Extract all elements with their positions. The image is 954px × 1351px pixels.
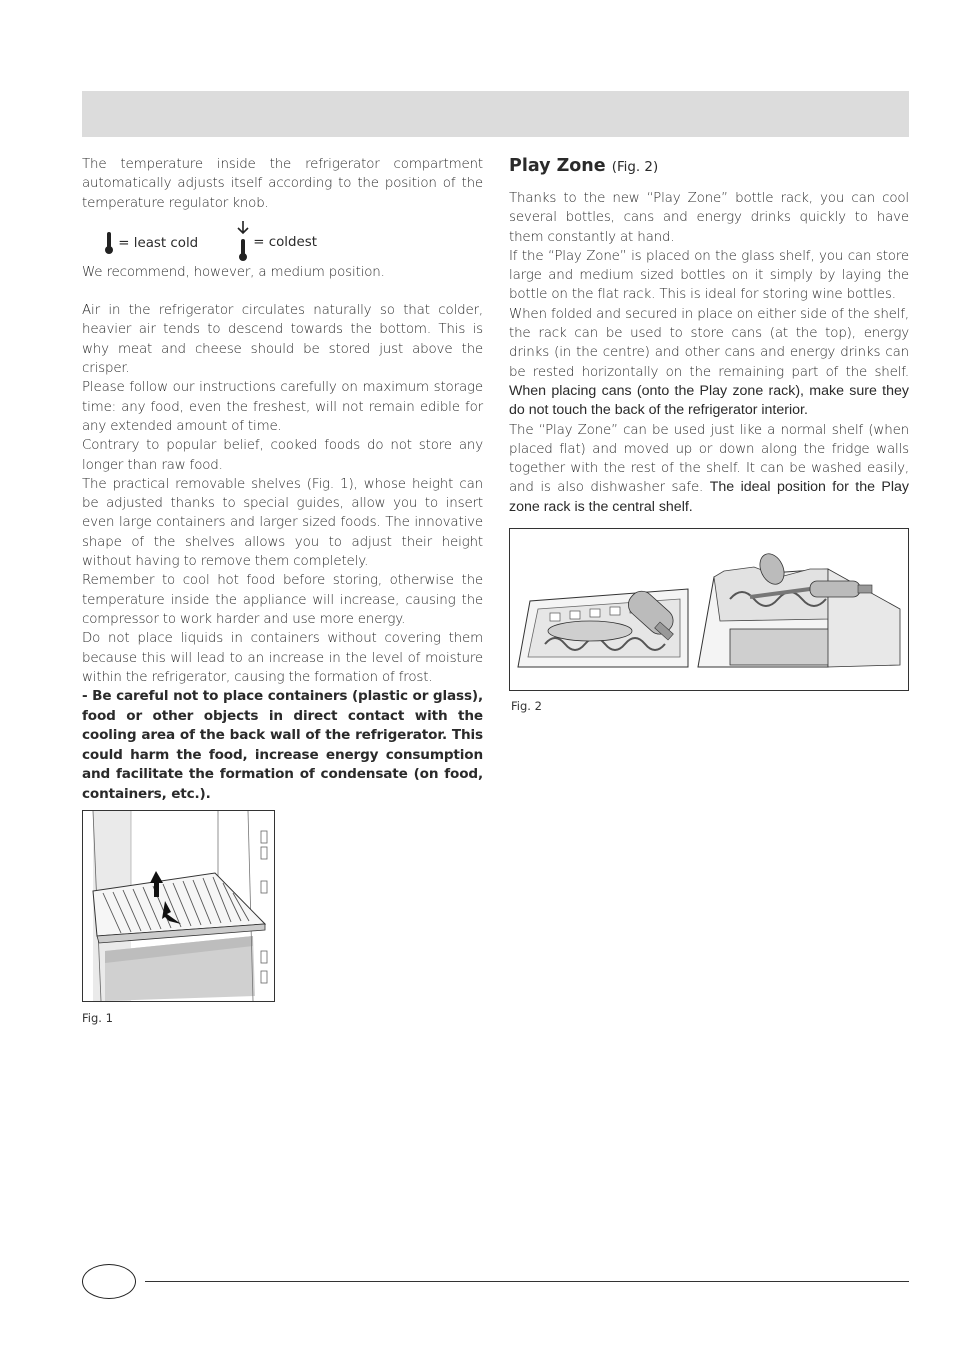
shelf-drawing bbox=[83, 811, 274, 1001]
figure-1-label: Fig. 1 bbox=[82, 1011, 113, 1025]
hot-food-paragraph: Remember to cool hot food before storing, otherwise the temperature inside the appliance will increase, causing the compressor to work harder and use more energy. bbox=[82, 573, 483, 627]
least-cold-item bbox=[104, 231, 198, 255]
play-zone-fig-ref: (Fig. 2) bbox=[611, 160, 659, 175]
footer-rule bbox=[145, 1281, 909, 1282]
header-bar bbox=[82, 91, 909, 137]
play-zone-title-text: Play Zone bbox=[509, 156, 606, 176]
liquids-paragraph: Do not place liquids in containers without covering them because this will lead to an increase in the level of moisture within the refrigerator, causing the formation of frost. bbox=[82, 631, 483, 685]
thermometer-cold-icon bbox=[237, 221, 249, 263]
play-zone-cans-note: When placing cans (onto the Play zone rack), make sure they do not touch the back of the refrigerator interior. bbox=[509, 382, 909, 419]
play-zone-folded-text: When folded and secured in place on either side of the shelf, the rack can be used to store cans (at the top), energy drinks (in the centre) and other cans and energy drinks can be rested horizontally on the remaining part of the shelf. bbox=[509, 306, 909, 380]
intro-paragraph: The temperature inside the refrigerator compartment automatically adjusts itself according to the position of the temperature regulator knob. bbox=[82, 157, 483, 211]
play-zone-title bbox=[509, 155, 909, 179]
play-zone-normal-shelf bbox=[509, 421, 909, 517]
air-paragraph: Air in the refrigerator circulates naturally so that colder, heavier air tends to descend towards the bottom. This is why meat and cheese should be stored just above the crisper. bbox=[82, 303, 483, 377]
recommend-paragraph: We recommend, however, a medium position. bbox=[82, 264, 385, 280]
warning-paragraph: - Be careful not to place containers (plastic or glass), food or other objects in direct contact with the cooling area of the back wall of the refrigerator. This could harm the food, increase energy consumption and facilitate the formation of condensate (on food, containers, etc.). bbox=[82, 688, 483, 802]
play-zone-folded bbox=[509, 305, 909, 421]
figure-1-shelf-illustration bbox=[82, 810, 275, 1002]
page-number-oval bbox=[82, 1264, 136, 1299]
thermometer-low-icon bbox=[104, 231, 114, 255]
figure-2-play-zone-illustration bbox=[509, 528, 909, 691]
coldest-label: = coldest bbox=[253, 234, 317, 250]
figure-2-label: Fig. 2 bbox=[511, 699, 542, 713]
shelves-paragraph: The practical removable shelves (Fig. 1), whose height can be adjusted thanks to special guides, allow you to insert even large containers and larger sized foods. The innovative shape of the shelves allows you to adjust their height without having to remove them completely. bbox=[82, 476, 483, 570]
play-zone-glass-shelf: If the “Play Zone” is placed on the glass shelf, you can store large and medium sized bottles on it simply by laying the bottle on the flat rack. This is ideal for storing wine bottles. bbox=[509, 248, 909, 303]
play-zone-intro: Thanks to the new “Play Zone” bottle rack, you can cool several bottles, cans and energy drinks quickly to have them constantly at hand. bbox=[509, 191, 909, 245]
play-zone-drawing bbox=[510, 529, 908, 690]
cooked-food-paragraph: Contrary to popular belief, cooked foods do not store any longer than raw food. bbox=[82, 438, 483, 473]
right-column bbox=[509, 155, 909, 517]
storage-time-paragraph: Please follow our instructions carefully on maximum storage time: any food, even the freshest, will not remain edible for any extended amount of time. bbox=[82, 380, 483, 434]
thermostat-legend bbox=[82, 221, 483, 257]
left-column bbox=[82, 155, 483, 804]
play-zone-ideal-position: The ideal position for the Play zone rack is the central shelf. bbox=[509, 479, 910, 515]
play-zone-normal-shelf-text: The “Play Zone” can be used just like a normal shelf (when placed flat) and moved up or down along the fridge walls together with the rest of the shelf. It can be washed easily, and is also dishwasher safe. bbox=[509, 422, 909, 496]
coldest-item bbox=[237, 221, 317, 263]
least-cold-label: = least cold bbox=[118, 235, 199, 251]
